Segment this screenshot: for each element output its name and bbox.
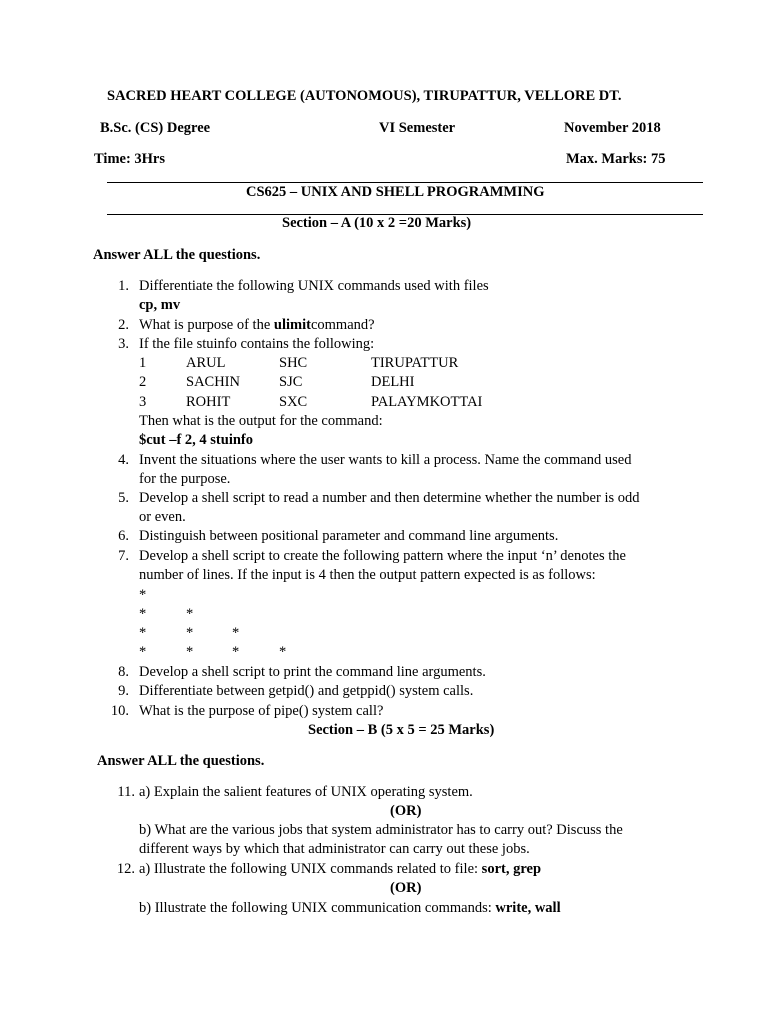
question-12-b-commands: write, wall bbox=[495, 900, 561, 916]
question-12-a-commands: sort, grep bbox=[481, 861, 542, 877]
question-3-text: If the file stuinfo contains the following: bbox=[139, 336, 375, 352]
pattern-star: * bbox=[186, 606, 194, 622]
section-b-instruction: Answer ALL the questions. bbox=[97, 753, 265, 769]
file-row-2-name: SACHIN bbox=[186, 374, 240, 390]
question-number: 1. bbox=[118, 278, 129, 294]
question-number: 7. bbox=[118, 548, 129, 564]
question-3-followup: Then what is the output for the command: bbox=[139, 413, 383, 429]
pattern-star: * bbox=[279, 644, 287, 660]
section-a-title: Section – A (10 x 2 =20 Marks) bbox=[282, 215, 472, 231]
pattern-star: * bbox=[139, 625, 147, 641]
question-2-command: ulimit bbox=[273, 317, 311, 333]
exam-duration: Time: 3Hrs bbox=[94, 151, 166, 167]
college-name: SACRED HEART COLLEGE (AUTONOMOUS), TIRUPATTUR, VELLORE DT. bbox=[107, 88, 622, 104]
question-9-text: Differentiate between getpid() and getppid() system calls. bbox=[139, 683, 474, 699]
file-row-1-id: 1 bbox=[139, 355, 147, 371]
question-number: 12. bbox=[116, 861, 135, 877]
question-2-post: command? bbox=[310, 317, 375, 333]
question-11-a: a) Explain the salient features of UNIX operating system. bbox=[139, 784, 473, 800]
file-row-3-id: 3 bbox=[139, 394, 147, 410]
file-row-2-city: DELHI bbox=[371, 374, 415, 390]
file-row-3-city: PALAYMKOTTAI bbox=[371, 394, 483, 410]
question-2-pre: What is purpose of the bbox=[139, 317, 274, 333]
pattern-star: * bbox=[139, 587, 147, 603]
question-4-line-2: for the purpose. bbox=[139, 471, 231, 487]
semester-label: VI Semester bbox=[379, 120, 456, 136]
pattern-star: * bbox=[186, 644, 194, 660]
question-5-line-1: Develop a shell script to read a number and then determine whether the number is odd bbox=[139, 490, 640, 506]
pattern-star: * bbox=[186, 625, 194, 641]
question-number: 5. bbox=[118, 490, 129, 506]
question-5-line-2: or even. bbox=[139, 509, 186, 525]
question-12-b-text: b) Illustrate the following UNIX communication commands: bbox=[139, 900, 496, 916]
question-number: 4. bbox=[118, 452, 129, 468]
question-number: 8. bbox=[118, 664, 129, 680]
question-3-command: $cut –f 2, 4 stuinfo bbox=[139, 432, 253, 448]
question-11-b-line-1: b) What are the various jobs that system administrator has to carry out? Discuss the bbox=[139, 822, 623, 838]
question-4-line-1: Invent the situations where the user wants to kill a process. Name the command used bbox=[139, 452, 632, 468]
question-8-text: Develop a shell script to print the command line arguments. bbox=[139, 664, 486, 680]
question-number: 9. bbox=[118, 683, 129, 699]
course-title: CS625 – UNIX AND SHELL PROGRAMMING bbox=[246, 184, 545, 200]
question-12-a bbox=[139, 861, 541, 878]
question-2-text bbox=[139, 317, 375, 334]
exam-month: November 2018 bbox=[564, 120, 661, 136]
question-12-b bbox=[139, 900, 561, 917]
section-a-instruction: Answer ALL the questions. bbox=[93, 247, 261, 263]
file-row-3-college: SXC bbox=[279, 394, 308, 410]
file-row-2-id: 2 bbox=[139, 374, 147, 390]
pattern-star: * bbox=[139, 606, 147, 622]
file-row-1-city: TIRUPATTUR bbox=[371, 355, 459, 371]
top-rule bbox=[107, 182, 703, 183]
pattern-star: * bbox=[232, 625, 240, 641]
file-row-2-college: SJC bbox=[279, 374, 303, 390]
question-1-commands: cp, mv bbox=[139, 297, 181, 313]
pattern-star: * bbox=[139, 644, 147, 660]
question-number: 11. bbox=[117, 784, 135, 800]
pattern-star: * bbox=[232, 644, 240, 660]
question-7-line-1: Develop a shell script to create the following pattern where the input ‘n’ denotes the bbox=[139, 548, 626, 564]
or-separator: (OR) bbox=[390, 880, 422, 896]
question-number: 2. bbox=[118, 317, 129, 333]
question-11-b-line-2: different ways by which that administrator can carry out these jobs. bbox=[139, 841, 530, 857]
or-separator: (OR) bbox=[390, 803, 422, 819]
question-7-line-2: number of lines. If the input is 4 then the output pattern expected is as follows: bbox=[139, 567, 596, 583]
question-12-a-text: a) Illustrate the following UNIX commands related to file: bbox=[139, 861, 482, 877]
file-row-1-name: ARUL bbox=[186, 355, 226, 371]
file-row-1-college: SHC bbox=[279, 355, 308, 371]
question-10-text: What is the purpose of pipe() system call? bbox=[139, 703, 384, 719]
section-b-title: Section – B (5 x 5 = 25 Marks) bbox=[308, 722, 495, 738]
degree-label: B.Sc. (CS) Degree bbox=[100, 120, 211, 136]
question-number: 3. bbox=[118, 336, 129, 352]
file-row-3-name: ROHIT bbox=[186, 394, 231, 410]
max-marks: Max. Marks: 75 bbox=[566, 151, 666, 167]
question-number: 10. bbox=[110, 703, 129, 719]
question-1-text: Differentiate the following UNIX commands used with files bbox=[139, 278, 489, 294]
question-6-text: Distinguish between positional parameter and command line arguments. bbox=[139, 528, 559, 544]
question-number: 6. bbox=[118, 528, 129, 544]
